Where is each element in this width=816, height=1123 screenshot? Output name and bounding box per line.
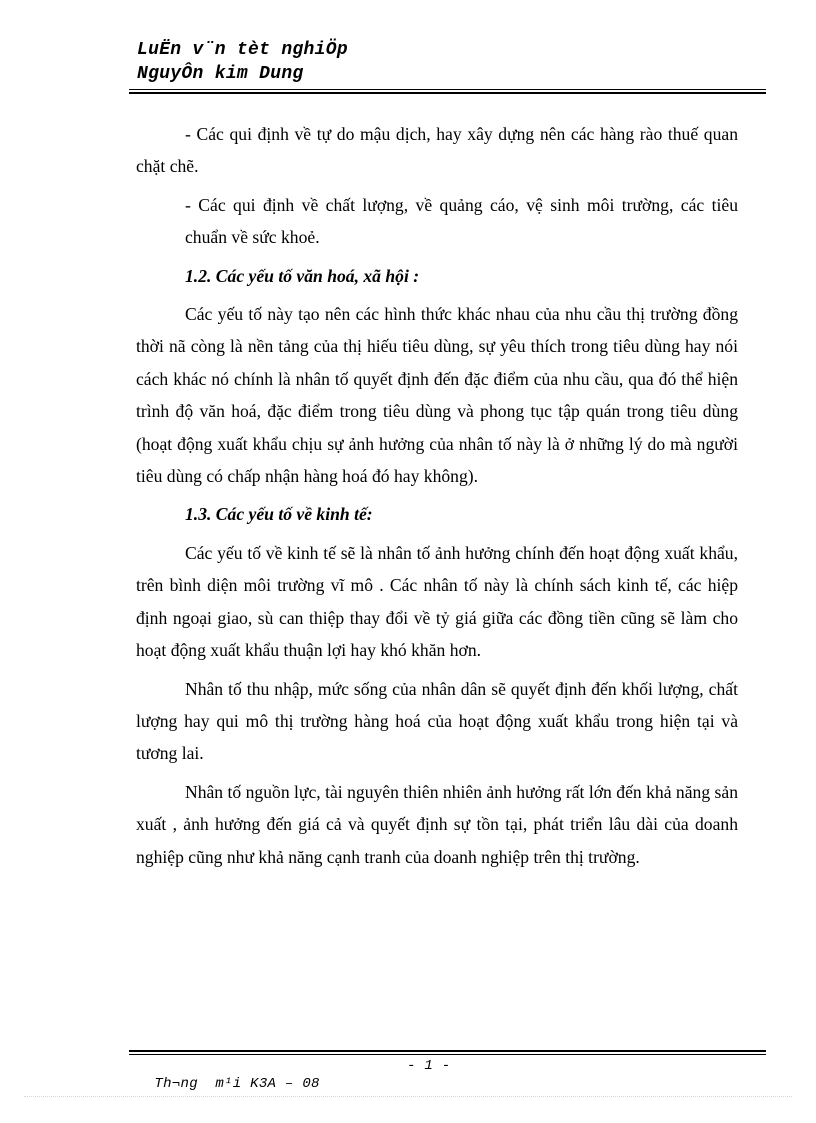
paragraph-income: Nhân tố thu nhập, mức sống của nhân dân sẽ quyết định đến khối lượng, chất lượng hay qui mô thị trường hàng hoá của hoạt động xuất khẩu trong hiện tại và tương lai. bbox=[136, 678, 738, 764]
page-number: - 1 - bbox=[407, 1058, 451, 1074]
page-bottom-edge bbox=[24, 1096, 792, 1097]
section-heading-economy: 1.3. Các yếu tố về kinh tế: bbox=[185, 504, 373, 525]
footer-class-label: Th¬ng m¹i K3A – 08 bbox=[154, 1076, 320, 1092]
paragraph-culture: Các yếu tố này tạo nên các hình thức khác nhau của nhu cầu thị trường đồng thời nã còng là nền tảng của thị hiếu tiêu dùng, sự yêu thích trong tiêu dùng hay nói cách khác nó chính là nhân tố quyết định đến đặc điểm của nhu cầu, qua đó thể hiện trình độ văn hoá, đặc điểm trong tiêu dùng và phong tục tập quán trong tiêu dùng (hoạt động xuất khẩu chịu sự ảnh hưởng của nhân tố này là ở những lý do mà người tiêu dùng có chấp nhận hàng hoá đó hay không). bbox=[136, 304, 738, 487]
paragraph-economy: Các yếu tố về kinh tế sẽ là nhân tố ảnh hưởng chính đến hoạt động xuất khẩu, trên bình diện môi trường vĩ mô . Các nhân tố này là chính sách kinh tế, các hiệp định ngoại giao, sù can thiệp thay đổi về tỷ giá giữa các đồng tiền cũng sẽ làm cho hoạt động xuất khẩu thuận lợi hay khó khăn hơn. bbox=[136, 542, 738, 661]
document-body bbox=[136, 118, 738, 879]
page-footer bbox=[137, 1057, 451, 1111]
header-rule-thin bbox=[129, 89, 766, 90]
footer-rule-thick bbox=[129, 1050, 766, 1052]
thesis-title: LuËn v¨n tèt nghiÖp bbox=[137, 40, 348, 60]
paragraph-resources: Nhân tố nguồn lực, tài nguyên thiên nhiên ảnh hưởng rất lớn đến khả năng sản xuất , ảnh hưởng đến giá cả và quyết định sự tồn tại, phát triển lâu dài của doanh nghiệp cũng như khả năng cạnh tranh của doanh nghiệp trên thị trường. bbox=[136, 781, 738, 867]
author-name: NguyÔn kim Dung bbox=[137, 64, 304, 84]
page-header bbox=[137, 38, 348, 86]
header-rule-thick bbox=[129, 92, 766, 94]
paragraph-trade-regulations: - Các qui định về tự do mậu dịch, hay xây dựng nên các hàng rào thuế quan chặt chẽ. bbox=[136, 124, 738, 177]
paragraph-quality-regulations: - Các qui định về chất lượng, về quảng cáo, vệ sinh môi trường, các tiêu chuẩn về sức khoẻ. bbox=[185, 194, 738, 248]
section-heading-culture: 1.2. Các yếu tố văn hoá, xã hội : bbox=[185, 265, 420, 286]
footer-rule-thin bbox=[129, 1054, 766, 1055]
